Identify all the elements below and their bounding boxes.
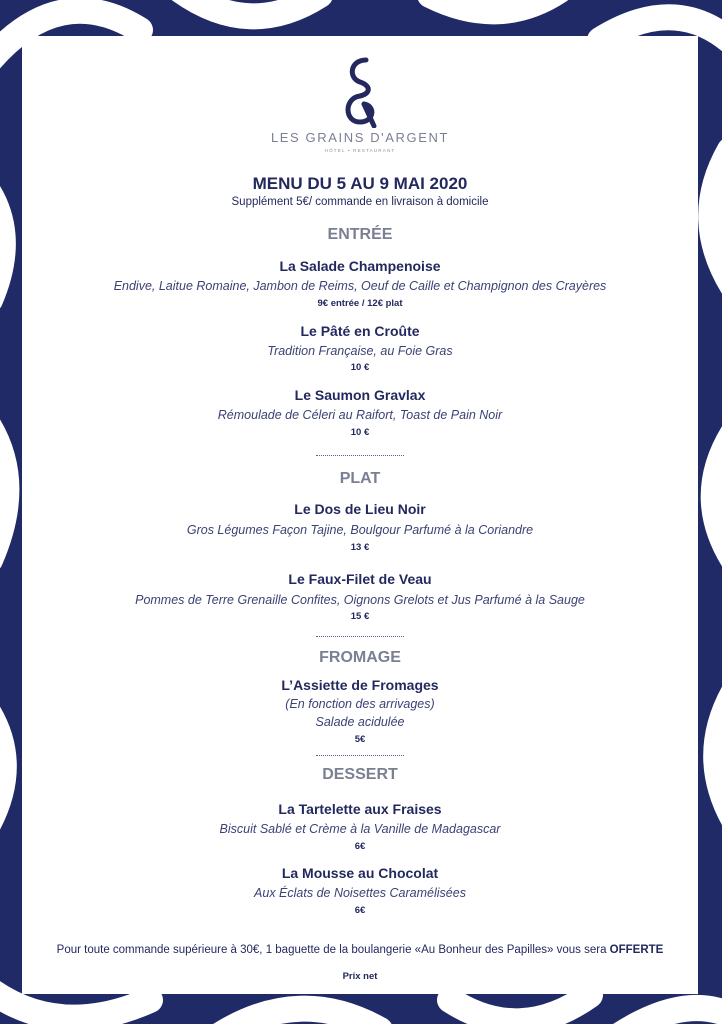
dish-description: Endive, Laitue Romaine, Jambon de Reims, Oeuf de Caille et Champignon des Crayères xyxy=(113,279,607,293)
dish-name: La Tartelette aux Fraises xyxy=(278,801,442,817)
prix-net: Prix net xyxy=(342,971,378,982)
dish-name: La Mousse au Chocolat xyxy=(281,865,439,881)
dish-name: Le Dos de Lieu Noir xyxy=(294,501,426,517)
separator xyxy=(316,636,404,637)
dish-price: 9€ entrée / 12€ plat xyxy=(317,298,403,309)
dish-price: 10 € xyxy=(350,427,370,438)
menu-card xyxy=(22,36,698,994)
dish-name: Le Faux-Filet de Veau xyxy=(288,571,432,587)
menu-content xyxy=(22,36,698,994)
menu-subtitle: Supplément 5€/ commande en livraison à domicile xyxy=(231,196,489,208)
dish-price: 5€ xyxy=(354,734,366,745)
dish-price: 6€ xyxy=(354,905,366,916)
menu-title: MENU DU 5 AU 9 MAI 2020 xyxy=(252,174,468,193)
dish-name: L’Assiette de Fromages xyxy=(281,677,439,693)
dish-price: 10 € xyxy=(350,362,370,373)
dish-description: Aux Éclats de Noisettes Caramélisées xyxy=(254,886,466,900)
dish-price: 15 € xyxy=(350,611,370,622)
dish-price: 6€ xyxy=(354,841,366,852)
dish-description: Biscuit Sablé et Crème à la Vanille de Madagascar xyxy=(219,822,501,836)
dish-name: Le Pâté en Croûte xyxy=(300,323,420,339)
dish-description: Salade acidulée xyxy=(315,715,405,729)
dish-description: Pommes de Terre Grenaille Confites, Oignons Grelots et Jus Parfumé à la Sauge xyxy=(135,593,585,607)
dish-price: 13 € xyxy=(350,542,370,553)
footer-highlight: OFFERTE xyxy=(609,944,664,956)
footer-note xyxy=(22,944,698,956)
separator xyxy=(316,755,404,756)
footer-text: Pour toute commande supérieure à 30€, 1 baguette de la boulangerie «Au Bonheur des Papilles» vous sera xyxy=(56,944,610,956)
dish-description: (En fonction des arrivages) xyxy=(285,697,435,711)
brand-subtitle: HÔTEL • RESTAURANT xyxy=(324,148,396,153)
dish-description: Tradition Française, au Foie Gras xyxy=(267,344,453,358)
section-heading-entree: ENTRÉE xyxy=(327,226,393,243)
separator xyxy=(316,455,404,456)
dish-description: Rémoulade de Céleri au Raifort, Toast de Pain Noir xyxy=(217,408,503,422)
section-heading-dessert: DESSERT xyxy=(322,766,398,783)
dish-name: La Salade Champenoise xyxy=(279,258,441,274)
section-heading-plat: PLAT xyxy=(339,470,381,487)
logo-icon xyxy=(340,56,380,128)
dish-name: Le Saumon Gravlax xyxy=(294,387,426,403)
dish-description: Gros Légumes Façon Tajine, Boulgour Parfumé à la Coriandre xyxy=(186,523,534,537)
section-heading-fromage: FROMAGE xyxy=(319,649,401,666)
brand-name: LES GRAINS D'ARGENT xyxy=(270,130,450,145)
